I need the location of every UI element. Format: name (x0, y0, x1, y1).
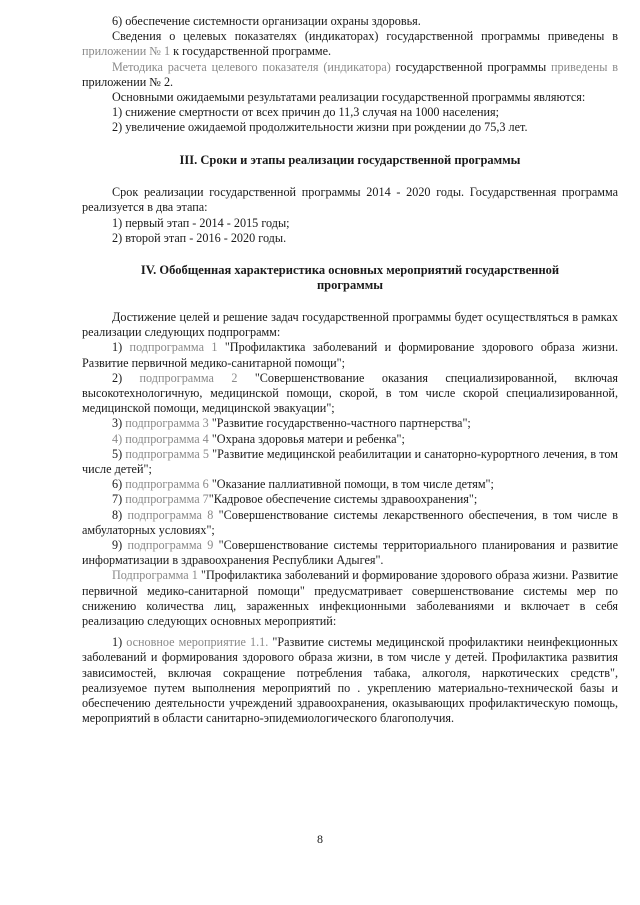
result-item-2: 2) увеличение ожидаемой продолжительности жизни при рождении до 75,3 лет. (112, 120, 528, 135)
subprogram-item-3: 3) подпрограмма 3 "Развитие государственно-частного партнерства"; (112, 416, 471, 431)
appendix-2-reference: приложении № 2. (82, 74, 174, 89)
subprogram-item-5: 5) подпрограмма 5 "Развитие медицинской реабилитации и санаторно-курортного лечения, в том числе детей"; (82, 446, 618, 476)
paragraph-subprogram-1-description: Подпрограмма 1 "Профилактика заболеваний и формирование здорового образа жизни. Развитие первичной медико-санитарной помощи" предусматривает совершенствование системы мер по снижению количества лиц, зараженных инфекционными заболеваниями и включает в себя реализацию следующих основных мероприятий: (82, 568, 618, 628)
subprogram-item-8: 8) подпрограмма 8 "Совершенствование системы лекарственного обеспечения, в том числе в амбулаторных условиях"; (82, 507, 618, 537)
stage-item-2: 2) второй этап - 2016 - 2020 годы. (112, 230, 287, 245)
section-4-heading: IV. Обобщенная характеристика основных мероприятий государственной программы (140, 262, 560, 293)
paragraph-program-term: Срок реализации государственной программы 2014 - 2020 годы. Государственная программа реализуется в два этапа: (82, 185, 618, 215)
subprogram-item-6: 6) подпрограмма 6 "Оказание паллиативной помощи, в том числе детям"; (112, 477, 494, 492)
stage-item-1: 1) первый этап - 2014 - 2015 годы; (112, 215, 290, 230)
section-3-heading: III. Сроки и этапы реализации государственной программы (179, 152, 521, 167)
paragraph-indicators-reference: Сведения о целевых показателях (индикаторах) государственной программы приведены в приложении № 1 к государственной программе. (82, 29, 618, 59)
subprogram-item-9: 9) подпрограмма 9 "Совершенствование системы территориального планирования и развитие информатизации в здравоохранения Республики Адыгея". (82, 537, 618, 568)
paragraph-expected-results: Основными ожидаемыми результатами реализации государственной программы являются: (112, 90, 586, 105)
result-item-1: 1) снижение смертности от всех причин до 11,3 случая на 1000 населения; (112, 105, 500, 120)
paragraph-main-event-1-1: 1) основное мероприятие 1.1. "Развитие системы медицинской профилактики неинфекционных заболеваний и формирования здорового образа жизни, в том числе у детей. Профилактика развития зависимостей, включая сокращение потребления табака, алкоголя, наркотических средств", реализуемое путем выполнения мероприятий по . укреплению материально-технической базы и обеспечению деятельности учреждений здравоохранения, оказывающих профилактическую помощь, мероприятий в области санитарно-эпидемиологического благополучия. (82, 635, 618, 726)
paragraph-item-6: 6) обеспечение системности организации охраны здоровья. (112, 14, 421, 28)
subprogram-item-1: 1) подпрограмма 1 "Профилактика заболеваний и формирование здорового образа жизни. Развитие первичной медико-санитарной помощи"; (82, 340, 618, 370)
subprogram-item-4: 4) подпрограмма 4 "Охрана здоровья матери и ребенка"; (112, 431, 405, 446)
subprogram-item-2: 2) подпрограмма 2 "Совершенствование оказания специализированной, включая высокотехнологичную, медицинской помощи, скорой, в том числе скорой специализированной, медицинской помощи, медицинской эвакуации"; (82, 370, 618, 416)
paragraph-subprograms-intro: Достижение целей и решение задач государственной программы будет осуществляться в рамках реализации следующих подпрограмм: (82, 309, 618, 340)
paragraph-methodology-reference: Методика расчета целевого показателя (индикатора) государственной программы приведены в приложении № 2. (82, 59, 618, 89)
subprogram-item-7: 7) подпрограмма 7"Кадровое обеспечение системы здравоохранения"; (112, 492, 478, 507)
page-body (82, 14, 618, 726)
appendix-1-reference: приложении № 1 (82, 44, 171, 59)
page-number: 8 (317, 832, 323, 846)
